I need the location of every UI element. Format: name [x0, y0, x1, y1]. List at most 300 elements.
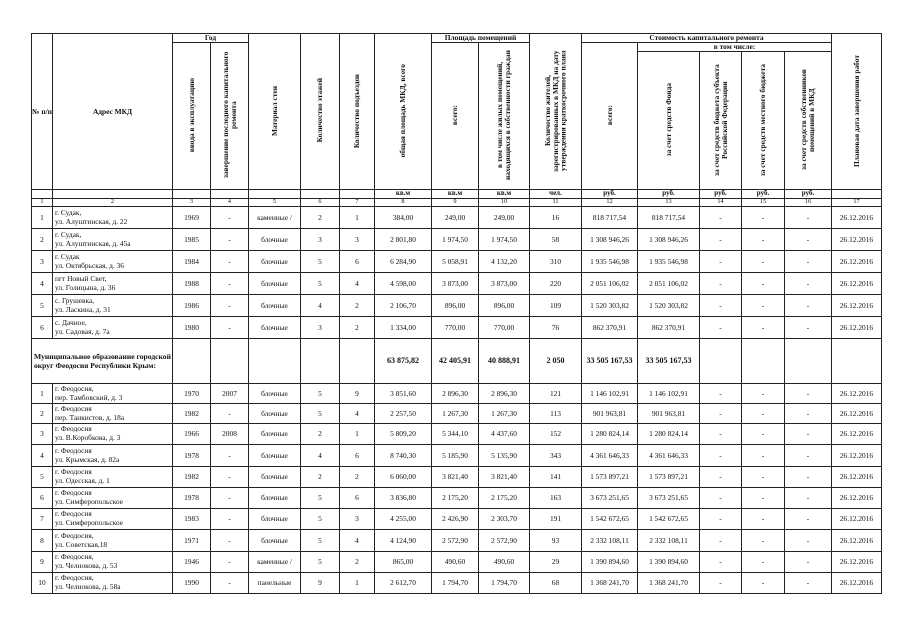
municipality-section: [32, 339, 882, 384]
header-num: № п/п: [32, 34, 53, 190]
cost-local-cell: -: [742, 509, 785, 530]
cost-fund-cell: 1 368 241,70: [638, 573, 700, 594]
table-row: [32, 317, 882, 339]
header-incl: в том числе:: [638, 43, 832, 52]
residents-cell: 343: [530, 445, 582, 467]
cost-all-cell: 4 361 646,33: [582, 445, 638, 467]
residents-cell: 16: [530, 207, 582, 229]
address-cell: [53, 488, 173, 509]
row-number: 10: [32, 573, 53, 594]
year-repair-cell: -: [211, 273, 249, 295]
floors-cell: 5: [301, 404, 340, 424]
cost-fund-cell: 1 542 672,65: [638, 509, 700, 530]
wall-material-cell: блочные: [249, 530, 301, 552]
col-number: 12: [582, 199, 638, 207]
col-number: 3: [173, 199, 211, 207]
municipality-total-area: 63 875,82: [375, 339, 432, 384]
entrances-cell: 2: [340, 467, 375, 488]
wall-material-cell: блочные: [249, 229, 301, 251]
wall-material-cell: блочные: [249, 251, 301, 273]
table-row: [32, 229, 882, 251]
cost-owners-cell: -: [785, 295, 832, 317]
address-line-2: пер. Танкистов, д. 18а: [55, 412, 125, 422]
col-number: 6: [301, 199, 340, 207]
total-area-cell: 384,00: [375, 207, 432, 229]
cost-local-cell: -: [742, 207, 785, 229]
cost-all-cell: 1 308 946,26: [582, 229, 638, 251]
address-cell: [53, 467, 173, 488]
header-cost-local: за счет средств местного бюджета: [742, 52, 785, 190]
cost-region-cell: -: [700, 229, 742, 251]
year-built-cell: 1980: [173, 317, 211, 339]
wall-material-cell: каменные /: [249, 207, 301, 229]
address-line-2: ул. Садовая, д. 7а: [55, 326, 110, 336]
entrances-cell: 6: [340, 251, 375, 273]
header-floors: Количество этажей: [301, 34, 340, 190]
address-cell: [53, 317, 173, 339]
residents-cell: 163: [530, 488, 582, 509]
row-number: 5: [32, 295, 53, 317]
plan-date-cell: 26.12.2016: [832, 207, 882, 229]
cost-local-cell: -: [742, 317, 785, 339]
year-built-cell: 1982: [173, 404, 211, 424]
row-number: 3: [32, 424, 53, 445]
year-built-cell: 1966: [173, 424, 211, 445]
cost-owners-cell: -: [785, 273, 832, 295]
area-all-cell: 490,60: [432, 552, 479, 573]
plan-date-cell: 26.12.2016: [832, 445, 882, 467]
col-number: 2: [53, 199, 173, 207]
row-number: 6: [32, 317, 53, 339]
cost-owners-cell: -: [785, 552, 832, 573]
cost-local-cell: -: [742, 424, 785, 445]
cost-all-cell: 1 542 672,65: [582, 509, 638, 530]
address-line-2: ул. Челнокова, д. 58а: [55, 582, 121, 591]
table-row: [32, 207, 882, 229]
wall-material-cell: блочные: [249, 445, 301, 467]
header-residents: Количество жителей, зарегистрированных в МКД на дату утверждения краткосрочного плана: [530, 34, 582, 190]
plan-date-cell: 26.12.2016: [832, 530, 882, 552]
col-number: 1: [32, 199, 53, 207]
area-private-cell: 249,00: [479, 207, 530, 229]
total-area-cell: 4 255,00: [375, 509, 432, 530]
residents-cell: 141: [530, 467, 582, 488]
header-cost-owners: за счет средств собственников помещений в МКД: [785, 52, 832, 190]
address-line-1: г. Феодосия: [55, 488, 92, 498]
address-cell: [53, 295, 173, 317]
col-number: 7: [340, 199, 375, 207]
cost-region-cell: -: [700, 251, 742, 273]
municipality-residents: 2 050: [530, 339, 582, 384]
address-cell: [53, 424, 173, 445]
col-number: 9: [432, 199, 479, 207]
floors-cell: 4: [301, 445, 340, 467]
area-private-cell: 1 974,50: [479, 229, 530, 251]
area-all-cell: 5 344,10: [432, 424, 479, 445]
area-all-cell: 1 974,50: [432, 229, 479, 251]
residents-cell: 93: [530, 530, 582, 552]
area-all-cell: 2 175,20: [432, 488, 479, 509]
plan-date-cell: 26.12.2016: [832, 273, 882, 295]
cost-local-cell: -: [742, 295, 785, 317]
cost-owners-cell: -: [785, 207, 832, 229]
cost-region-cell: -: [700, 488, 742, 509]
cost-region-cell: -: [700, 317, 742, 339]
year-repair-cell: -: [211, 467, 249, 488]
cost-owners-cell: -: [785, 229, 832, 251]
header-total-area: общая площадь МКД, всего: [375, 34, 432, 190]
entrances-cell: 6: [340, 445, 375, 467]
address-line-2: пер. Тамбовский, д. 3: [55, 392, 123, 402]
cost-local-cell: -: [742, 273, 785, 295]
table-row: [32, 467, 882, 488]
address-cell: [53, 251, 173, 273]
address-cell: [53, 509, 173, 530]
header-area-private: в том числе жилых помещений, находящихся в собственности граждан: [479, 43, 530, 190]
area-all-cell: 896,00: [432, 295, 479, 317]
cost-region-cell: -: [700, 424, 742, 445]
address-line-2: ул. В.Коробкова, д. 3: [55, 433, 121, 442]
address-line-1: г. Феодосия,: [55, 530, 94, 540]
cost-all-cell: 862 370,91: [582, 317, 638, 339]
residents-cell: 121: [530, 384, 582, 404]
cost-local-cell: -: [742, 467, 785, 488]
residents-cell: 76: [530, 317, 582, 339]
address-line-1: с. Дачное,: [55, 317, 87, 327]
year-built-cell: 1988: [173, 273, 211, 295]
entrances-cell: 3: [340, 229, 375, 251]
year-built-cell: 1984: [173, 251, 211, 273]
table-row: [32, 424, 882, 445]
entrances-cell: 4: [340, 404, 375, 424]
year-built-cell: 1983: [173, 509, 211, 530]
cost-fund-cell: 901 963,81: [638, 404, 700, 424]
address-line-1: г. Судак,: [55, 229, 82, 239]
area-all-cell: 2 896,30: [432, 384, 479, 404]
floors-cell: 2: [301, 424, 340, 445]
year-repair-cell: -: [211, 229, 249, 251]
wall-material-cell: блочные: [249, 273, 301, 295]
address-cell: [53, 273, 173, 295]
cost-all-cell: 1 390 894,60: [582, 552, 638, 573]
col-number: 16: [785, 199, 832, 207]
wall-material-cell: блочные: [249, 295, 301, 317]
year-built-cell: 1985: [173, 229, 211, 251]
unit-cell: руб.: [742, 190, 785, 199]
area-private-cell: 4 132,20: [479, 251, 530, 273]
area-private-cell: 2 896,30: [479, 384, 530, 404]
col-number: 4: [211, 199, 249, 207]
entrances-cell: 1: [340, 573, 375, 594]
year-repair-cell: 2007: [211, 384, 249, 404]
wall-material-cell: блочные: [249, 509, 301, 530]
address-line-1: г. Феодосия,: [55, 552, 94, 562]
total-area-cell: 1 334,00: [375, 317, 432, 339]
area-all-cell: 1 267,30: [432, 404, 479, 424]
header-wall: Материал стен: [249, 34, 301, 190]
table-row: [32, 384, 882, 404]
area-private-cell: 3 873,00: [479, 273, 530, 295]
floors-cell: 5: [301, 384, 340, 404]
address-cell: [53, 207, 173, 229]
row-number: 6: [32, 488, 53, 509]
area-private-cell: 5 135,90: [479, 445, 530, 467]
floors-cell: 5: [301, 530, 340, 552]
cost-region-cell: -: [700, 404, 742, 424]
row-number: 2: [32, 404, 53, 424]
col-number: 13: [638, 199, 700, 207]
residents-cell: 58: [530, 229, 582, 251]
unit-cell: кв.м: [375, 190, 432, 199]
table-row: [32, 445, 882, 467]
table-row: [32, 404, 882, 424]
year-repair-cell: 2008: [211, 424, 249, 445]
cost-region-cell: -: [700, 552, 742, 573]
plan-date-cell: 26.12.2016: [832, 424, 882, 445]
municipality-label: Муниципальное образование городской округ Феодосия Республики Крым:: [32, 339, 173, 384]
cost-local-cell: -: [742, 573, 785, 594]
plan-date-cell: 26.12.2016: [832, 488, 882, 509]
municipality-cost-all: 33 505 167,53: [582, 339, 638, 384]
residents-cell: 220: [530, 273, 582, 295]
address-line-2: ул. Челнокова, д. 53: [55, 561, 118, 570]
cost-all-cell: 1 368 241,70: [582, 573, 638, 594]
col-number: 11: [530, 199, 582, 207]
year-built-cell: 1982: [173, 467, 211, 488]
entrances-cell: 1: [340, 207, 375, 229]
row-number: 1: [32, 384, 53, 404]
wall-material-cell: каменные /: [249, 552, 301, 573]
entrances-cell: 2: [340, 552, 375, 573]
total-area-cell: 2 257,50: [375, 404, 432, 424]
cost-all-cell: 1 520 303,82: [582, 295, 638, 317]
municipality-row: [32, 339, 882, 384]
area-all-cell: 2 426,90: [432, 509, 479, 530]
row-number: 1: [32, 207, 53, 229]
area-private-cell: 490,60: [479, 552, 530, 573]
cost-region-cell: -: [700, 509, 742, 530]
table-row: [32, 573, 882, 594]
area-private-cell: 896,00: [479, 295, 530, 317]
address-line-2: ул. Голицына, д. 36: [55, 282, 116, 292]
address-line-2: ул. Алуштинская, д. 45а: [55, 238, 131, 248]
address-cell: [53, 530, 173, 552]
wall-material-cell: блочные: [249, 404, 301, 424]
header-year: Год: [173, 34, 249, 43]
total-area-cell: 2 612,70: [375, 573, 432, 594]
plan-date-cell: 26.12.2016: [832, 251, 882, 273]
cost-fund-cell: 1 573 897,21: [638, 467, 700, 488]
floors-cell: 2: [301, 207, 340, 229]
area-all-cell: 5 058,91: [432, 251, 479, 273]
address-cell: [53, 384, 173, 404]
entrances-cell: 2: [340, 295, 375, 317]
unit-cell: руб.: [785, 190, 832, 199]
cost-region-cell: -: [700, 445, 742, 467]
area-private-cell: 1 794,70: [479, 573, 530, 594]
address-line-1: г. Феодосия: [55, 403, 92, 413]
cost-local-cell: -: [742, 404, 785, 424]
col-number: 5: [249, 199, 301, 207]
year-built-cell: 1986: [173, 295, 211, 317]
cost-all-cell: 1 280 824,14: [582, 424, 638, 445]
cost-owners-cell: -: [785, 445, 832, 467]
cost-all-cell: 1 573 897,21: [582, 467, 638, 488]
col-number: 15: [742, 199, 785, 207]
address-line-1: г. Феодосия,: [55, 383, 94, 393]
unit-cell: руб.: [582, 190, 638, 199]
floors-cell: 9: [301, 573, 340, 594]
year-built-cell: 1990: [173, 573, 211, 594]
cost-owners-cell: -: [785, 467, 832, 488]
address-line-1: г. Феодосия: [55, 509, 92, 519]
entrances-cell: 4: [340, 273, 375, 295]
wall-material-cell: блочные: [249, 384, 301, 404]
year-repair-cell: -: [211, 317, 249, 339]
table-row: [32, 488, 882, 509]
row-number: 4: [32, 273, 53, 295]
area-private-cell: 770,00: [479, 317, 530, 339]
cost-fund-cell: 1 520 303,82: [638, 295, 700, 317]
residents-cell: 29: [530, 552, 582, 573]
header-entrances: Количество подъездов: [340, 34, 375, 190]
municipality-area-private: 40 888,91: [479, 339, 530, 384]
table-row: [32, 552, 882, 573]
cost-local-cell: -: [742, 552, 785, 573]
cost-fund-cell: 2 051 106,02: [638, 273, 700, 295]
cost-region-cell: -: [700, 207, 742, 229]
address-cell: [53, 404, 173, 424]
address-cell: [53, 229, 173, 251]
col-number: 14: [700, 199, 742, 207]
cost-fund-cell: 1 146 102,91: [638, 384, 700, 404]
year-repair-cell: -: [211, 404, 249, 424]
entrances-cell: 6: [340, 488, 375, 509]
address-line-1: г. Феодосия,: [55, 573, 94, 583]
col-number: 8: [375, 199, 432, 207]
year-built-cell: 1978: [173, 488, 211, 509]
year-repair-cell: -: [211, 573, 249, 594]
cost-owners-cell: -: [785, 317, 832, 339]
total-area-cell: 2 106,70: [375, 295, 432, 317]
address-line-2: ул. Октябрьская, д. 36: [55, 260, 124, 270]
cost-local-cell: -: [742, 445, 785, 467]
cost-fund-cell: 818 717,54: [638, 207, 700, 229]
cost-all-cell: 818 717,54: [582, 207, 638, 229]
cost-fund-cell: 2 332 108,11: [638, 530, 700, 552]
area-private-cell: 2 303,70: [479, 509, 530, 530]
address-cell: [53, 573, 173, 594]
area-private-cell: 2 175,20: [479, 488, 530, 509]
address-line-1: г. Судак,: [55, 207, 82, 217]
unit-cell: кв.м: [479, 190, 530, 199]
area-all-cell: 2 572,90: [432, 530, 479, 552]
cost-local-cell: -: [742, 229, 785, 251]
feodosia-rows: [32, 384, 882, 594]
plan-date-cell: 26.12.2016: [832, 295, 882, 317]
total-area-cell: 3 851,60: [375, 384, 432, 404]
row-number: 9: [32, 552, 53, 573]
year-repair-cell: -: [211, 509, 249, 530]
area-private-cell: 4 437,60: [479, 424, 530, 445]
plan-date-cell: 26.12.2016: [832, 552, 882, 573]
address-line-2: ул. Симферопольское: [55, 518, 123, 527]
floors-cell: 3: [301, 229, 340, 251]
plan-date-cell: 26.12.2016: [832, 229, 882, 251]
plan-date-cell: 26.12.2016: [832, 467, 882, 488]
municipality-cost-fund: 33 505 167,53: [638, 339, 700, 384]
year-built-cell: 1946: [173, 552, 211, 573]
area-private-cell: 2 572,90: [479, 530, 530, 552]
wall-material-cell: блочные: [249, 488, 301, 509]
area-all-cell: 249,00: [432, 207, 479, 229]
year-built-cell: 1978: [173, 445, 211, 467]
table-row: [32, 295, 882, 317]
entrances-cell: 9: [340, 384, 375, 404]
address-line-2: ул. Советская,18: [55, 539, 108, 549]
address-line-1: г. Феодосия: [55, 467, 92, 477]
total-area-cell: 8 740,30: [375, 445, 432, 467]
cost-all-cell: 1 146 102,91: [582, 384, 638, 404]
column-numbers-row: [32, 199, 882, 207]
year-repair-cell: -: [211, 488, 249, 509]
col-number: 17: [832, 199, 882, 207]
address-line-1: г. Феодосия: [55, 445, 92, 455]
floors-cell: 4: [301, 295, 340, 317]
total-area-cell: 865,00: [375, 552, 432, 573]
residents-cell: 152: [530, 424, 582, 445]
address-line-2: ул. Алуштинская, д. 22: [55, 216, 128, 226]
cost-fund-cell: 1 280 824,14: [638, 424, 700, 445]
cost-all-cell: 3 673 251,65: [582, 488, 638, 509]
address-line-1: пгт Новый Свет,: [55, 273, 107, 283]
year-repair-cell: -: [211, 552, 249, 573]
residents-cell: 191: [530, 509, 582, 530]
table-row: [32, 509, 882, 530]
floors-cell: 5: [301, 509, 340, 530]
row-number: 5: [32, 467, 53, 488]
year-repair-cell: -: [211, 251, 249, 273]
area-all-cell: 3 873,00: [432, 273, 479, 295]
entrances-cell: 1: [340, 424, 375, 445]
header-cost-region: за счет средств бюджета субъекта Российской Федерации: [700, 52, 742, 190]
table-row: [32, 251, 882, 273]
cost-fund-cell: 862 370,91: [638, 317, 700, 339]
year-repair-cell: -: [211, 207, 249, 229]
header-year-built: ввода в эксплуатацию: [173, 43, 211, 190]
cost-local-cell: -: [742, 251, 785, 273]
cost-region-cell: -: [700, 384, 742, 404]
unit-cell: кв.м: [432, 190, 479, 199]
col-number: 10: [479, 199, 530, 207]
plan-date-cell: 26.12.2016: [832, 404, 882, 424]
total-area-cell: 6 284,90: [375, 251, 432, 273]
cost-region-cell: -: [700, 573, 742, 594]
row-number: 3: [32, 251, 53, 273]
table-row: [32, 273, 882, 295]
cost-owners-cell: -: [785, 509, 832, 530]
address-line-1: г. Судак: [55, 251, 80, 261]
total-area-cell: 3 836,80: [375, 488, 432, 509]
cost-fund-cell: 4 361 646,33: [638, 445, 700, 467]
header-area-group: Площадь помещений: [432, 34, 530, 43]
address-cell: [53, 552, 173, 573]
floors-cell: 5: [301, 273, 340, 295]
year-built-cell: 1971: [173, 530, 211, 552]
address-line-2: ул. Одесская, д. 1: [55, 476, 110, 485]
plan-date-cell: 26.12.2016: [832, 509, 882, 530]
area-all-cell: 1 794,70: [432, 573, 479, 594]
